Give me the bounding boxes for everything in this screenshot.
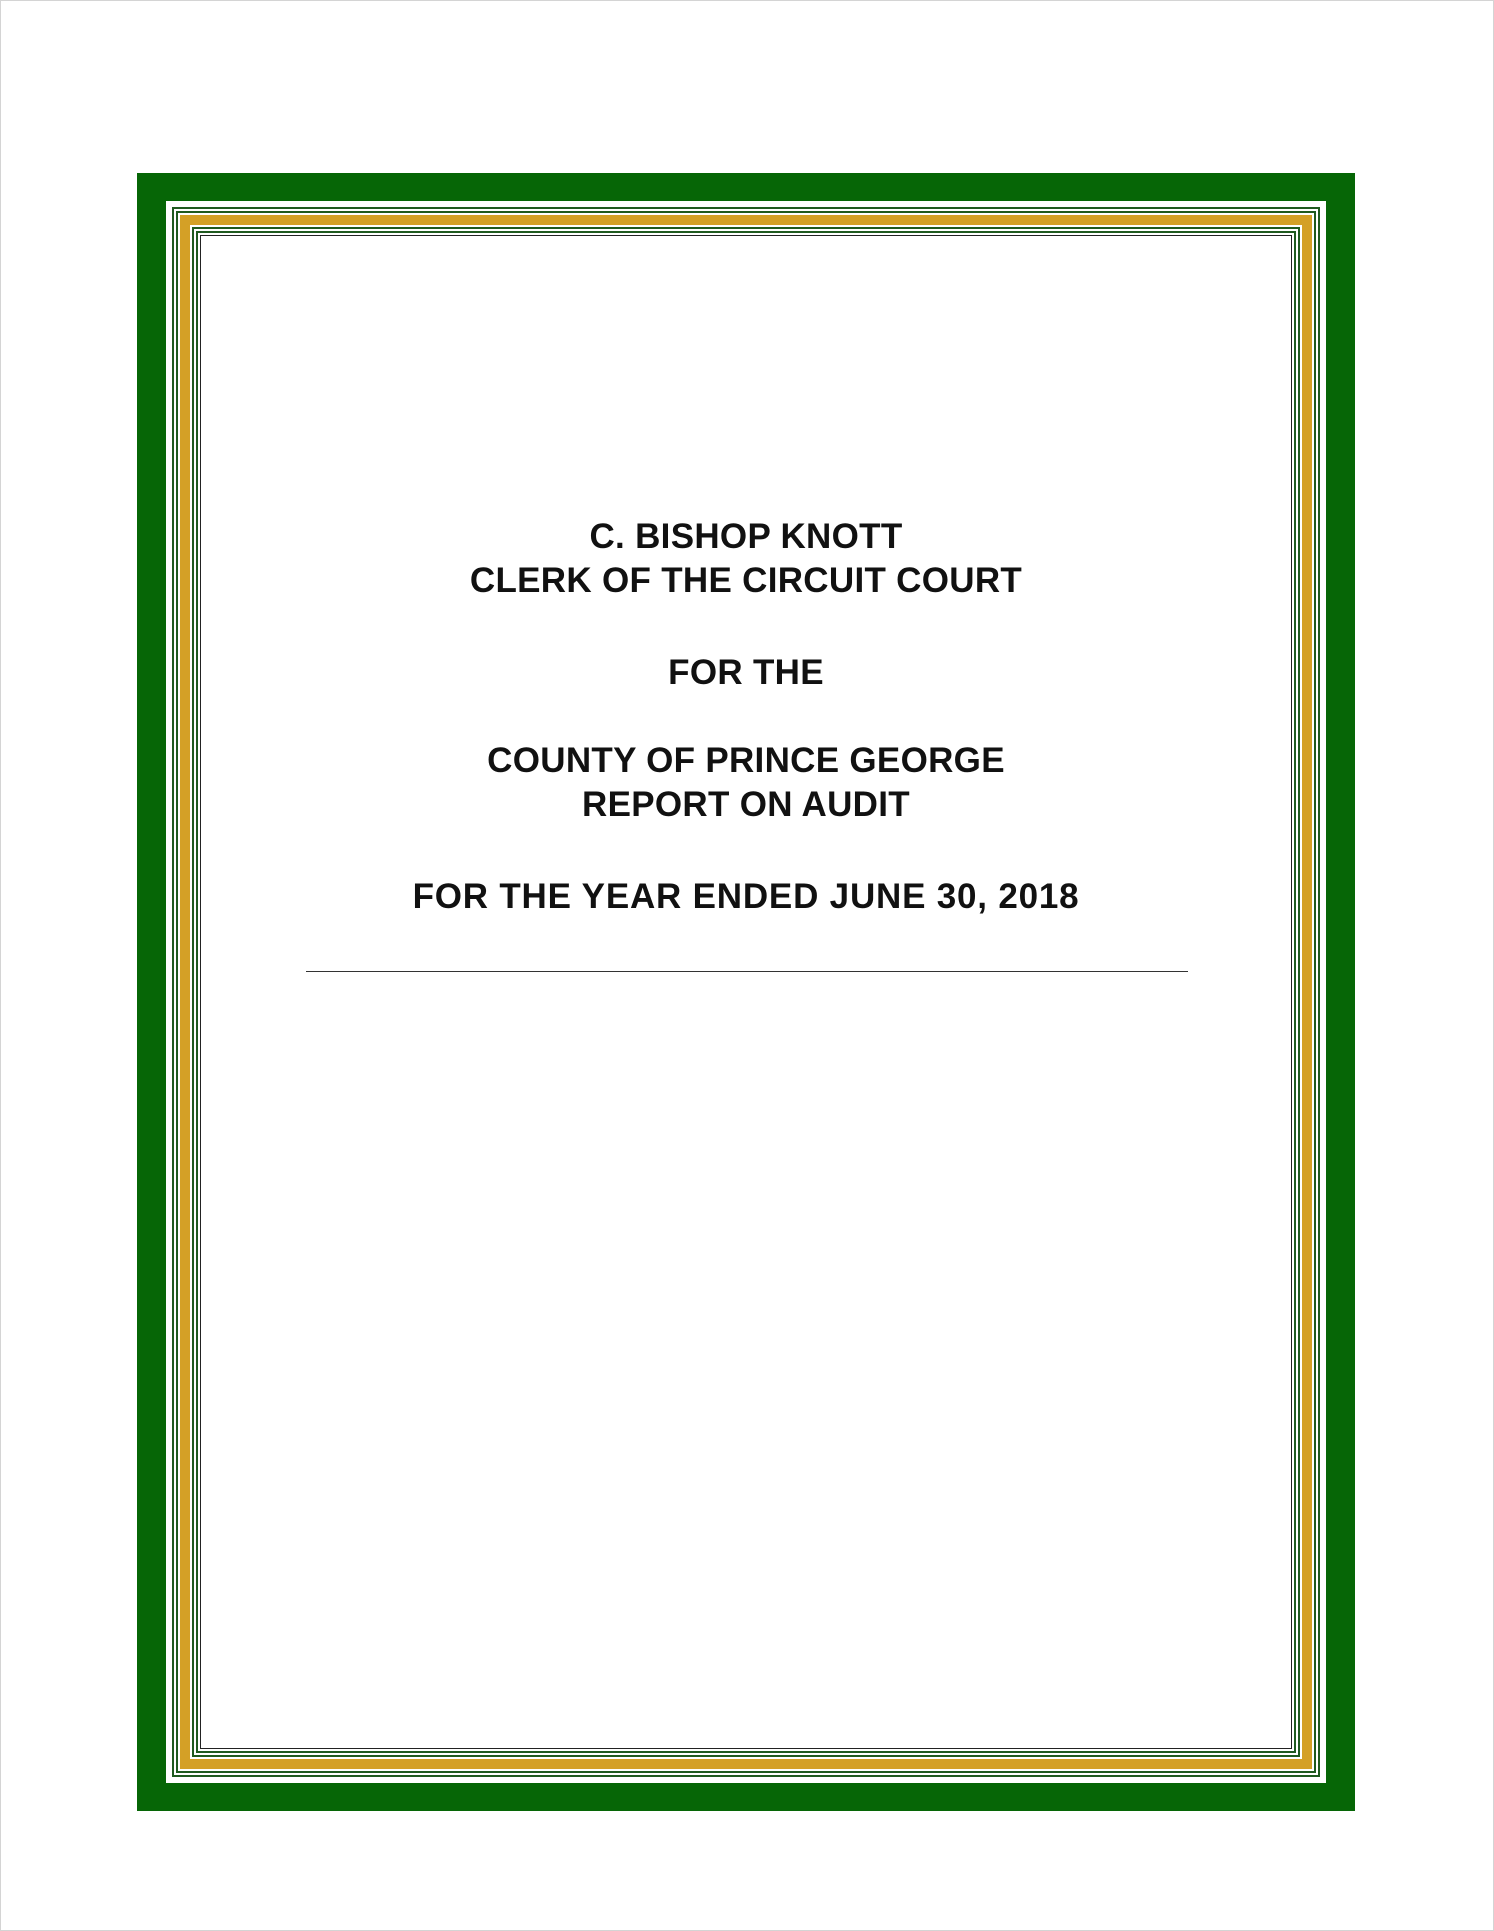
horizontal-rule: [306, 971, 1188, 972]
for-the-label: FOR THE: [668, 653, 824, 692]
county-name: COUNTY OF PRINCE GEORGE: [487, 741, 1005, 780]
office-title: CLERK OF THE CIRCUIT COURT: [469, 561, 1023, 600]
report-title: REPORT ON AUDIT: [582, 785, 910, 824]
report-period: FOR THE YEAR ENDED JUNE 30, 2018: [412, 877, 1080, 916]
official-name: C. BISHOP KNOTT: [589, 517, 903, 556]
cover-content: [200, 235, 1292, 1749]
